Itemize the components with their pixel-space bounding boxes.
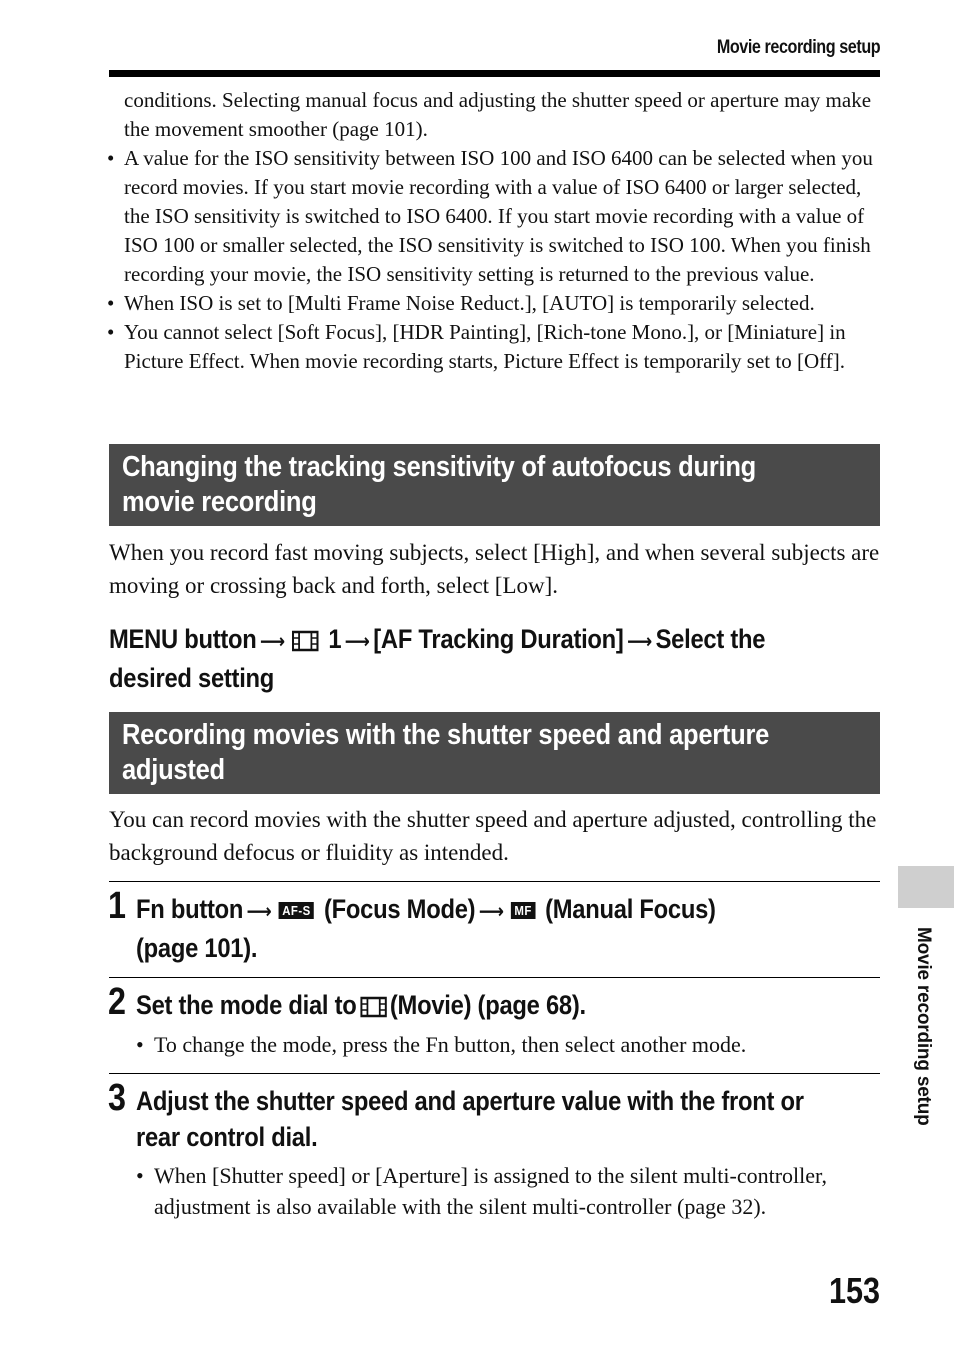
step-3-line: rear control dial. [136, 1122, 318, 1152]
list-item: • A value for the ISO sensitivity between ISO 100 and ISO 6400 can be selected when you record movies. If you start movie recording with a value of ISO 6400 or larger selected, the ISO sensitivity is switched to ISO 6400. If you start movie recording with a value of ISO 100 or smaller selected, the ISO sensitivity is switched to ISO 100. When you finish recording your movie, the ISO sensitivity setting is returned to the previous value. [109, 144, 880, 289]
list-item: • When ISO is set to [Multi Frame Noise Reduct.], [AUTO] is temporarily selected. [109, 289, 880, 318]
section-heading-shutter-aperture [109, 712, 880, 794]
heading-line: Changing the tracking sensitivity of autofocus during [122, 451, 756, 483]
step-3-line: Adjust the shutter speed and aperture value with the front or [136, 1086, 804, 1116]
menu-action-cont: desired setting [109, 663, 275, 693]
mf-icon: MF [511, 902, 535, 919]
intro-continuation: conditions. Selecting manual focus and adjusting the shutter speed or aperture may make the movement smoother (page 101). [124, 88, 872, 141]
step-number: 3 [108, 1077, 126, 1119]
arrow-right-icon: ⟶ [344, 631, 370, 653]
movie-icon [292, 629, 318, 653]
divider [109, 977, 880, 978]
divider [109, 881, 880, 882]
arrow-right-icon: ⟶ [478, 901, 504, 923]
page-reference: (page 101). [136, 933, 258, 963]
step-3-note [136, 1160, 880, 1222]
menu-button-label: MENU button [109, 624, 257, 654]
step-2-text [136, 987, 880, 1023]
manual-focus-label: (Manual Focus) [545, 894, 716, 924]
focus-mode-label: (Focus Mode) [324, 894, 476, 924]
menu-item-af-tracking: [AF Tracking Duration] [373, 624, 624, 654]
section2-body: You can record movies with the shutter speed and aperture adjusted, controlling the background defocus or fluidity as intended. [109, 807, 877, 865]
arrow-right-icon: ⟶ [246, 901, 272, 923]
header-rule [109, 70, 880, 77]
movie-icon [360, 995, 386, 1019]
step-2-note [136, 1029, 880, 1060]
list-item: • To change the mode, press the Fn button, then select another mode. [136, 1029, 880, 1060]
running-head: Movie recording setup [716, 37, 880, 58]
list-item: • When [Shutter speed] or [Aperture] is assigned to the silent multi-controller, adjustment is also available with the silent multi-controller (page 32). [136, 1160, 880, 1222]
section-heading-af-tracking [109, 444, 880, 526]
arrow-right-icon: ⟶ [627, 631, 653, 653]
step-3-text [136, 1083, 880, 1155]
section1-body: When you record fast moving subjects, select [High], and when several subjects are moving or crossing back and forth, select [Low]. [109, 540, 880, 598]
notes-list [109, 144, 880, 376]
step-2-tail: (Movie) (page 68). [389, 990, 586, 1020]
arrow-right-icon: ⟶ [260, 631, 286, 653]
heading-line: movie recording [122, 486, 317, 518]
chapter-side-label: Movie recording setup [913, 927, 934, 1126]
tab-number: 1 [328, 624, 342, 654]
af-s-icon: AF-S [279, 902, 315, 919]
menu-path [109, 621, 880, 696]
menu-action: Select the [655, 624, 766, 654]
page-number: 153 [828, 1270, 880, 1311]
intro-block [109, 86, 880, 376]
divider [109, 1073, 880, 1074]
heading-line: Recording movies with the shutter speed and aperture [122, 719, 770, 751]
step-2-lead: Set the mode dial to [136, 990, 357, 1020]
step-number: 2 [108, 981, 126, 1023]
step-1-text [136, 891, 880, 966]
heading-line: adjusted [122, 754, 225, 786]
chapter-tab [898, 866, 954, 908]
step-number: 1 [108, 885, 126, 927]
fn-button-label: Fn button [136, 894, 244, 924]
list-item: • You cannot select [Soft Focus], [HDR Painting], [Rich-tone Mono.], or [Miniature] in Picture Effect. When movie recording starts, Picture Effect is temporarily set to [Off]. [109, 318, 880, 376]
